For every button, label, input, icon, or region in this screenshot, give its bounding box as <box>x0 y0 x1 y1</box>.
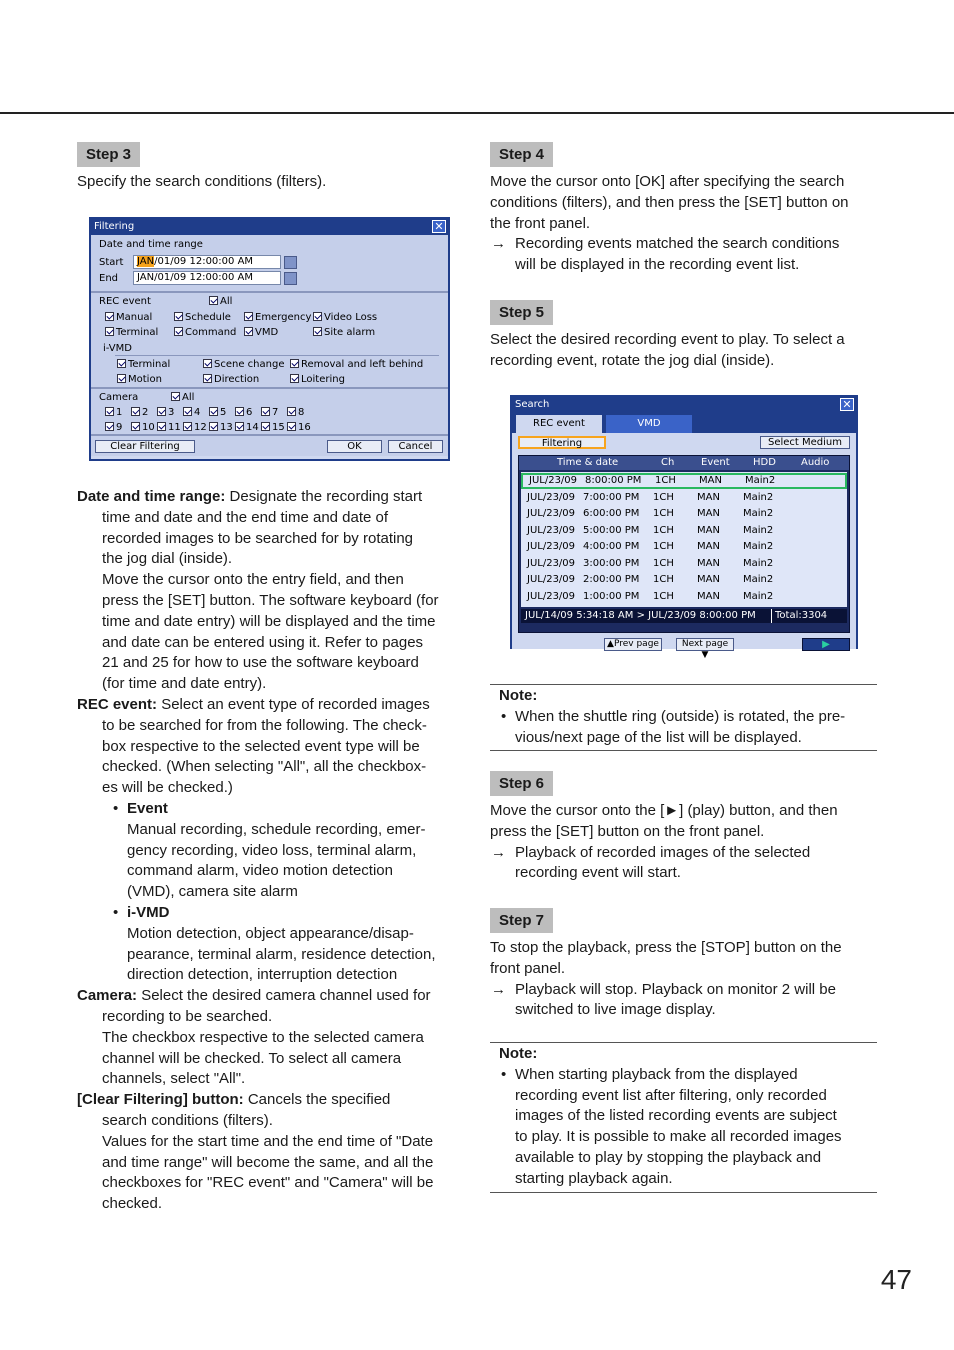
page-number: 47 <box>880 1264 912 1295</box>
search-title: Search <box>515 399 550 410</box>
text-line: channels, select "All". <box>102 1070 246 1088</box>
text-line: conditions (filters), and then press the [SET] button on <box>490 193 849 211</box>
table-cell: 1CH <box>655 475 676 486</box>
table-cell: 1:00:00 PM <box>583 590 640 602</box>
table-cell: MAN <box>697 557 720 569</box>
tab-rec-event[interactable]: REC event <box>516 415 602 433</box>
table-row[interactable] <box>521 523 847 539</box>
table-cell: JUL/23/09 <box>527 491 576 503</box>
table-cell: JUL/23/09 <box>527 557 576 569</box>
text-line: Move the cursor onto the [►] (play) button, and then <box>490 802 838 819</box>
search-body <box>512 433 856 660</box>
rec-checkbox[interactable]: Manual <box>105 312 152 324</box>
text-line: Select the desired recording event to play. To select a <box>490 331 845 348</box>
table-cell: 3:00:00 PM <box>583 557 640 569</box>
step-3-text: Specify the search conditions (filters). <box>77 173 327 190</box>
text-line: to be searched for from the following. The check- <box>102 716 427 734</box>
table-cell: 2:00:00 PM <box>583 574 640 585</box>
table-cell: 1CH <box>653 524 674 536</box>
rec-checkbox[interactable]: Schedule <box>174 312 231 324</box>
search-tabs <box>512 413 856 433</box>
text-line: Motion detection, object appearance/disap- <box>127 924 414 942</box>
note-2 <box>490 1042 877 1193</box>
table-cell: MAN <box>697 524 720 536</box>
table-cell: JUL/23/09 <box>527 574 576 585</box>
text-line: Playback will stop. Playback on monitor 2 will be <box>515 980 836 998</box>
note-2-item: • When starting playback from the displayed recording event list after filtering, only recorded images of the listed recording events are subject to play. It is possible to make all recorded images available to play by stopping the playback and starting playback again. <box>499 1065 877 1190</box>
note-1-item: • When the shuttle ring (outside) is rotated, the pre- vious/next page of the list will be displayed. <box>499 707 877 749</box>
text-line: recording event list after filtering, only recorded <box>515 1086 827 1104</box>
camera-checkbox[interactable]: 11 <box>157 422 181 434</box>
bullet-ivmd: • i-VMD <box>113 903 170 921</box>
text-line: 21 and 25 for how to use the software keyboard <box>102 654 419 672</box>
ivmd-checkbox[interactable]: Loitering <box>290 374 345 386</box>
table-cell: MAN <box>697 590 720 602</box>
def-clear: [Clear Filtering] button: Cancels the specified search conditions (filters). Values for the start time and the end time of "Date and time range" will become the same, and all the checkboxes for "REC event" and "Camera" will be checked. <box>77 1090 465 1215</box>
text-line: (VMD), camera site alarm <box>127 883 298 901</box>
camera-checkbox[interactable]: 14 <box>235 422 259 434</box>
ivmd-divider <box>115 355 439 356</box>
step-6-label: Step 6 <box>490 771 553 796</box>
text-line: checkboxes for "REC event" and "Camera" will be <box>102 1174 434 1192</box>
table-cell: 1CH <box>653 590 674 602</box>
header-hdd: HDD <box>753 457 776 468</box>
start-month: JAN <box>137 256 155 267</box>
text-line: command alarm, video motion detection <box>127 862 393 880</box>
date-section-label: Date and time range <box>99 239 203 250</box>
table-cell: 1CH <box>653 541 674 552</box>
range-bar <box>521 609 847 623</box>
text-line: the front panel. <box>490 214 591 232</box>
ivmd-body <box>77 924 465 986</box>
filtering-button[interactable]: Filtering <box>518 436 606 449</box>
start-label: Start <box>99 257 124 268</box>
step-6-result: → Playback of recorded images of the selected recording event will start. <box>490 843 878 885</box>
top-rule <box>0 112 954 114</box>
camera-checkbox[interactable]: 13 <box>209 422 233 434</box>
table-cell: Main2 <box>743 574 774 585</box>
text-line: es will be checked.) <box>102 779 233 797</box>
camera-checkbox[interactable]: 2 <box>131 407 148 419</box>
step-7-result: → Playback will stop. Playback on monitor 2 will be switched to live image display. <box>490 980 878 1022</box>
table-cell: MAN <box>697 491 720 503</box>
camera-checkbox[interactable]: 16 <box>287 422 311 434</box>
calendar-icon[interactable] <box>284 272 297 285</box>
step-5-label: Step 5 <box>490 300 553 325</box>
table-cell: 6:00:00 PM <box>583 508 640 519</box>
table-cell: Main2 <box>743 557 774 569</box>
event-body <box>77 820 465 903</box>
calendar-icon[interactable] <box>284 256 297 269</box>
text-line: starting playback again. <box>515 1169 673 1187</box>
text-line: Manual recording, schedule recording, emer- <box>127 820 426 838</box>
text-line: Playback of recorded images of the selected <box>515 843 811 861</box>
table-cell: JUL/23/09 <box>527 508 576 519</box>
camera-all-checkbox[interactable]: All <box>171 392 194 404</box>
rec-all-checkbox[interactable]: All <box>209 296 232 308</box>
filtering-title: Filtering <box>94 221 135 232</box>
table-cell: MAN <box>699 475 722 486</box>
table-cell: 1CH <box>653 508 674 519</box>
camera-checkbox[interactable]: 9 <box>105 422 122 434</box>
close-icon[interactable]: ✕ <box>432 220 446 233</box>
header-ch: Ch <box>661 457 675 468</box>
table-cell: Main2 <box>745 475 776 486</box>
filter-button-bar <box>91 436 448 456</box>
text-line: The checkbox respective to the selected camera <box>102 1028 424 1046</box>
prev-page-button[interactable]: ▲Prev page <box>604 638 662 651</box>
search-window <box>510 395 858 660</box>
text-line: Values for the start time and the end time of "Date <box>102 1132 434 1150</box>
text-line: to play. It is possible to make all recorded images <box>515 1128 842 1146</box>
text-line: When the shuttle ring (outside) is rotated, the pre- <box>515 707 846 725</box>
text-line: will be displayed in the recording event list. <box>515 256 800 274</box>
table-cell: MAN <box>697 574 720 585</box>
text-line: recording event, rotate the jog dial (inside). <box>490 351 775 369</box>
range-text: JUL/14/09 5:34:18 AM > JUL/23/09 8:00:00 PM <box>525 610 756 621</box>
text-line: the jog dial (inside). <box>102 550 233 568</box>
step-3-label: Step 3 <box>77 142 140 167</box>
camera-checkbox[interactable]: 7 <box>261 407 278 419</box>
def-rec-event: REC event: Select an event type of recorded images to be searched for from the following. The check- box respective to the selected event type will be checked. (When selecting "All", all the checkbox- es will be checked.) <box>77 695 465 799</box>
camera-checkbox[interactable]: 5 <box>209 407 226 419</box>
text-line: (for time and date entry). <box>102 675 267 693</box>
cancel-button[interactable]: Cancel <box>388 440 443 453</box>
text-line: vious/next page of the list will be displayed. <box>515 728 802 746</box>
def-date: Date and time range: Designate the recording start time and date and the end time and date of recorded images to be searched for by rotating the jog dial (inside). Move the cursor onto the entry field, and then press the [SET] button. The software keyboard (for time and date entry) will be displayed and the time and date can be entered using it. Refer to pages 21 and 25 for how to use the software keyboard (for time and date entry). <box>77 487 465 695</box>
rec-checkbox[interactable]: Terminal <box>105 327 158 339</box>
step-7 <box>490 908 878 1021</box>
text-line: press the [SET] button. The software keyboard (for <box>102 591 439 609</box>
camera-label: Camera <box>99 392 139 403</box>
filtering-window <box>89 217 450 461</box>
text-line: recording event will start. <box>515 864 681 882</box>
camera-section <box>91 389 448 436</box>
table-row[interactable] <box>521 589 847 605</box>
text-line: images of the listed recording events are subject <box>515 1107 837 1125</box>
ivmd-checkbox[interactable]: Motion <box>117 374 162 386</box>
ivmd-checkbox[interactable]: Scene change <box>203 359 284 371</box>
header-audio: Audio <box>801 457 830 468</box>
next-page-button[interactable]: Next page ▼ <box>676 638 734 651</box>
table-row[interactable] <box>521 473 847 489</box>
ivmd-label: i-VMD <box>103 343 132 354</box>
rows-area <box>521 472 847 607</box>
table-cell: 4:00:00 PM <box>583 541 640 552</box>
text-line: front panel. <box>490 959 566 977</box>
select-medium-button[interactable]: Select Medium <box>760 436 850 449</box>
text-line: recording to be searched. <box>102 1007 273 1025</box>
camera-checkbox[interactable]: 15 <box>261 422 285 434</box>
triangle-down-icon: ▼ <box>701 650 709 660</box>
table-cell: MAN <box>697 541 720 552</box>
text-line: direction detection, interruption detection <box>127 966 398 984</box>
search-titlebar <box>512 397 856 413</box>
camera-checkbox[interactable]: 12 <box>183 422 207 434</box>
total-text: Total:3304 <box>771 609 827 623</box>
step-4-label: Step 4 <box>490 142 553 167</box>
text-line: time and date and the end time and date of <box>102 508 389 526</box>
step-4-result: → Recording events matched the search conditions will be displayed in the recording event list. <box>490 234 878 276</box>
step-5 <box>490 300 878 372</box>
ok-button[interactable]: OK <box>327 440 382 453</box>
text-line: pearance, terminal alarm, residence detection, <box>127 945 436 963</box>
rec-checkbox[interactable]: Video Loss <box>313 312 377 324</box>
table-cell: JUL/23/09 <box>529 475 578 486</box>
text-line: Move the cursor onto the entry field, and then <box>102 571 404 589</box>
table-cell: JUL/23/09 <box>527 524 576 536</box>
table-cell: Main2 <box>743 590 774 602</box>
text-line: checked. <box>102 1195 163 1213</box>
note-1-title: Note: <box>499 687 538 704</box>
camera-checkbox[interactable]: 10 <box>131 422 155 434</box>
start-field[interactable] <box>133 255 281 269</box>
text-line: and time range" will become the same, and all the <box>102 1153 434 1171</box>
table-cell: MAN <box>697 508 720 519</box>
step-7-label: Step 7 <box>490 908 553 933</box>
text-line: When starting playback from the displayed <box>515 1065 798 1083</box>
event-list <box>518 455 850 633</box>
triangle-up-icon: ▲ <box>607 639 614 649</box>
end-label: End <box>99 273 119 284</box>
text-line: time and date entry) will be displayed and the time <box>102 612 436 630</box>
text-line: gency recording, video loss, terminal alarm, <box>127 841 417 859</box>
table-row[interactable] <box>521 506 847 522</box>
note-2-title: Note: <box>499 1045 538 1062</box>
camera-checkbox[interactable]: 6 <box>235 407 252 419</box>
text-line: available to play by stopping the playback and <box>515 1148 822 1166</box>
ivmd-checkbox[interactable]: Removal and left behind <box>290 359 423 371</box>
text-line: and date can be entered using it. Refer to pages <box>102 633 424 651</box>
rec-event-section <box>91 293 448 389</box>
text-line: Recording events matched the search conditions <box>515 235 840 253</box>
rec-checkbox[interactable]: Site alarm <box>313 327 375 339</box>
note-1 <box>490 684 877 751</box>
bullet-event: • Event <box>113 799 168 817</box>
ivmd-checkbox[interactable]: Direction <box>203 374 259 386</box>
table-cell: Main2 <box>743 524 774 536</box>
play-icon[interactable]: ▶ <box>802 638 850 651</box>
table-row[interactable] <box>521 572 847 588</box>
table-row[interactable] <box>521 539 847 555</box>
definitions <box>77 487 465 1215</box>
table-cell: Main2 <box>743 491 774 503</box>
step-6 <box>490 771 878 884</box>
table-cell: 8:00:00 PM <box>585 475 642 486</box>
table-row[interactable] <box>521 556 847 572</box>
text-line: checked. (When selecting "All", all the checkbox- <box>102 758 427 776</box>
rec-checkbox[interactable]: VMD <box>244 327 278 339</box>
rec-checkbox[interactable]: Command <box>174 327 236 339</box>
camera-checkbox[interactable]: 3 <box>157 407 174 419</box>
text-line: search conditions (filters). <box>102 1111 273 1129</box>
table-cell: Main2 <box>743 541 774 552</box>
step-4 <box>490 142 878 276</box>
header-time: Time & date <box>557 457 619 468</box>
text-line: box respective to the selected event type will be <box>102 737 420 755</box>
filtering-titlebar <box>91 219 448 235</box>
table-cell: JUL/23/09 <box>527 590 576 602</box>
end-field[interactable]: JAN/01/09 12:00:00 AM <box>133 271 281 285</box>
table-cell: 5:00:00 PM <box>583 524 640 536</box>
camera-checkbox[interactable]: 4 <box>183 407 200 419</box>
rec-event-label: REC event <box>99 296 151 307</box>
header-event: Event <box>701 457 730 468</box>
camera-checkbox[interactable]: 8 <box>287 407 304 419</box>
tab-vmd[interactable]: VMD <box>606 415 692 433</box>
table-cell: 7:00:00 PM <box>583 491 640 503</box>
table-cell: JUL/23/09 <box>527 541 576 552</box>
rec-checkbox[interactable]: Emergency <box>244 312 311 324</box>
def-camera: Camera: Select the desired camera channel used for recording to be searched. The checkbox respective to the selected camera channel will be checked. To select all camera channels, select "All". <box>77 986 465 1090</box>
text-line: switched to live image display. <box>515 1001 716 1019</box>
camera-checkbox[interactable]: 1 <box>105 407 122 419</box>
text-line: To stop the playback, press the [STOP] button on the <box>490 939 842 956</box>
clear-filtering-button[interactable]: Clear Filtering <box>95 440 195 453</box>
ivmd-checkbox[interactable]: Terminal <box>117 359 170 371</box>
text-line: recorded images to be searched for by rotating <box>102 529 414 547</box>
text-line: channel will be checked. To select all camera <box>102 1049 402 1067</box>
date-time-section <box>91 235 448 293</box>
start-rest: /01/09 12:00:00 AM <box>154 256 254 267</box>
close-icon[interactable]: ✕ <box>840 398 854 411</box>
left-column <box>77 142 465 193</box>
table-cell: 1CH <box>653 574 674 585</box>
table-cell: 1CH <box>653 557 674 569</box>
list-header <box>519 456 849 470</box>
table-row[interactable] <box>521 490 847 506</box>
text-line: press the [SET] button on the front panel. <box>490 822 765 840</box>
table-cell: Main2 <box>743 508 774 519</box>
text-line: Move the cursor onto [OK] after specifying the search <box>490 173 845 190</box>
table-cell: 1CH <box>653 491 674 503</box>
